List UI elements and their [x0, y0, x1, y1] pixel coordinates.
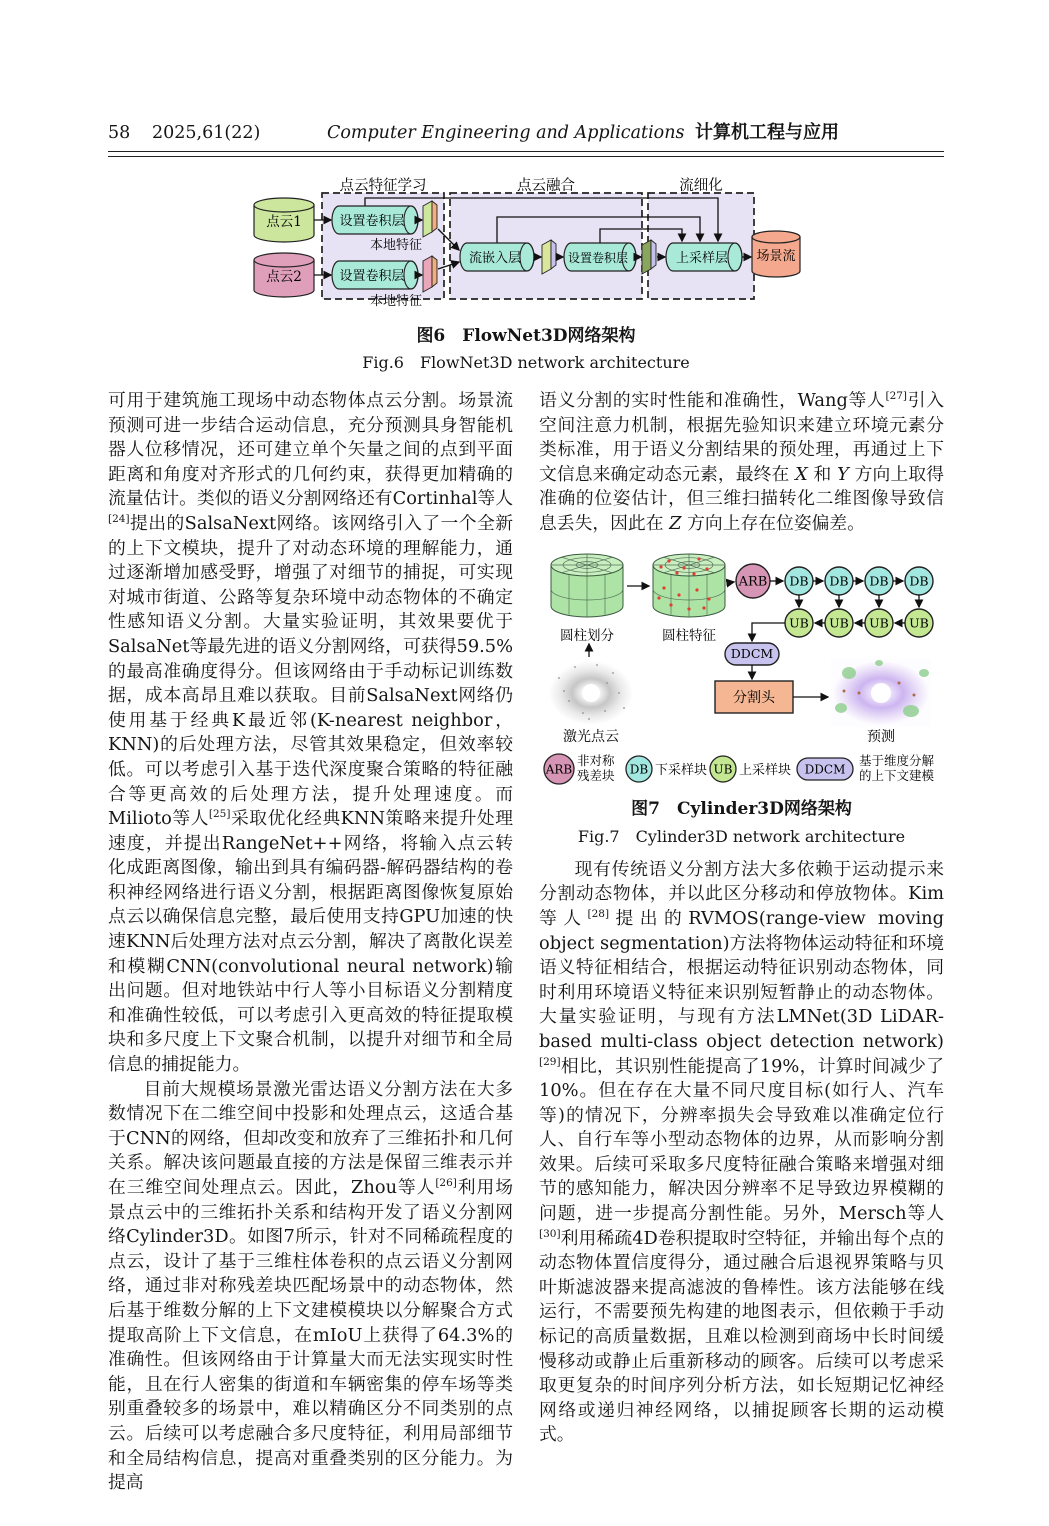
svg-text:UB: UB	[869, 615, 889, 631]
prediction-image	[831, 659, 931, 727]
laser-pointcloud-label: 激光点云	[563, 728, 619, 745]
journal-title-en: Computer Engineering and Applications	[326, 123, 685, 143]
svg-text:DDCM: DDCM	[804, 762, 846, 777]
fusion-plate	[542, 240, 551, 274]
figure6-caption-en: Fig.6 FlowNet3D network architecture	[362, 353, 690, 372]
refine-plate-side	[651, 240, 656, 269]
svg-text:DB: DB	[829, 573, 849, 589]
scene-flow-cylinder-top	[752, 231, 800, 243]
legend-ub-desc: 上采样块	[739, 762, 792, 778]
local-feature1-label: 本地特征	[369, 238, 423, 253]
section-label-fusion: 点云融合	[517, 178, 575, 194]
svg-text:ARB: ARB	[545, 762, 573, 777]
fusion-plate-side	[551, 240, 556, 269]
legend-ddcm-desc1: 基于维度分解	[859, 752, 935, 768]
upsample-label: 上采样层	[675, 251, 729, 266]
legend-arb-desc2: 残差块	[577, 767, 615, 783]
svg-text:UB: UB	[909, 615, 929, 631]
figure6-svg	[232, 177, 802, 311]
local-feature2-plate-side	[432, 256, 437, 287]
paragraph: 可用于建筑施工现场中动态物体点云分割。场景流预测可进一步结合运动信息，充分预测具身智能机器人位移情况，还可建立单个矢量之间的点到平面距离和角度对齐形式的几何约束，获得更加精确的流量估计。类似的语义分割网络还有Cortinhal等人[24]提出的SalsaNext网络。该网络引入了一个全新的上下文模块，提升了对动态环境的理解能力，通过逐渐增加感受野，增强了对细节的捕捉，可实现对城市街道、公路等复杂环境中动态物体的不确定性感知语义分割。大量实验证明，其效果要优于SalsaNet等最先进的语义分割网络，可获得59.5%的最高准确度得分。但该网络由于手动标记训练数据，成本高昂且难以获取。目前SalsaNext网络仍使用基于经典K最近邻(K-nearest neighbor，KNN)的后处理方法，尽管其效果稳定，但效率较低。可以考虑引入基于迭代深度聚合策略的特征融合等更高效的后处理方法，提升处理速度。而Milioto等人[25]采取优化经典KNN策略来提升处理速度，并提出RangeNet++网络，将输入点云转化成距离图像，输出到具有编码器-解码器结构的卷积神经网络进行语义分割，根据距离图像恢复原始点云以确保信息完整，最后使用支持GPU加速的快速KNN后处理方法对点云分割，解决了离散化误差和模糊CNN(convolutional neural network)输出问题。但对地铁站中行人等小目标语义分割精度和准确性较低，可以考虑引入更高效的特征提取模块和多尺度上下文聚合机制，以提升对细节和全局信息的捕捉能力。	[108, 390, 513, 1076]
paragraph: 现有传统语义分割方法大多依赖于运动提示来分割动态物体，并以此区分移动和停放物体。Kim等人[28]提出的RVMOS(range-view moving object segmentation)方法将物体运动特征和环境语义特征相结合，根据运动特征识别动态物体，同时利用环境语义特征来识别短暂静止的动态物体。大量实验证明，与现有方法LMNet(3D LiDAR-based multi-class object detection network)[29]相比，其识别性能提高了19%，计算时间减少了10%。但在存在大量不同尺度目标(如行人、汽车等)的情况下，分辨率损失会导致难以准确定位行人、自行车等小型动态物体的边界，从而影响分割效果。后续可采取多尺度特征融合策略来增强对细节的感知能力，解决因分辨率不足导致边界模糊的问题，进一步提高分割性能。另外，Mersch等人[30]利用稀疏4D卷积提取时空特征，并输出每个点的动态物体置信度得分，通过融合后退视界策略与贝叶斯滤波器来提高滤波的鲁棒性。该方法能够在线运行，不需要预先构建的地图表示，但依赖于手动标记的高质量数据，且难以检测到商场中长时间缓慢移动或静止后重新移动的顾客。后续可以考虑采取更复杂的时间序列分析方法，如长短期记忆神经网络或递归神经网络，以捕捉顾客长期的运动模式。	[539, 858, 944, 1446]
legend-arb-desc1: 非对称	[577, 752, 615, 768]
cylinder-partition-graphic	[551, 554, 623, 617]
section-label-feature-learning: 点云特征学习	[339, 178, 427, 194]
right-column-bottom-text	[539, 858, 944, 1448]
journal-title-zh: 计算机工程与应用	[695, 122, 840, 143]
page-header	[108, 118, 944, 144]
right-column	[539, 389, 944, 1496]
svg-text:DB: DB	[789, 573, 809, 589]
arb-node-label: ARB	[738, 574, 768, 590]
ddcm-node-label: DDCM	[730, 645, 774, 661]
figure6-caption	[108, 321, 944, 373]
section-label-refine: 流细化	[679, 178, 723, 194]
journal-title	[282, 118, 944, 144]
paragraph: 语义分割的实时性能和准确性，Wang等人[27]引入空间注意力机制，根据先验知识来建立环境元素分类标准，用于语义分割结果的预处理，再通过上下文信息来确定动态元素，最终在 X 和 Y 方向上取得准确的位姿估计，但三维扫描转化二维图像导致信息丢失，因此在 Z 方向上存在位姿偏差。	[539, 390, 944, 534]
legend-ddcm-desc2: 的上下文建模	[859, 767, 935, 783]
header-double-rule	[108, 151, 944, 157]
scene-flow-label: 场景流	[756, 249, 796, 264]
article-body	[108, 389, 944, 1496]
flow-embed-label: 流嵌入层	[468, 251, 522, 266]
figure7-legend	[544, 753, 935, 784]
page-number: 58	[108, 123, 131, 143]
svg-text:DB: DB	[869, 573, 889, 589]
legend-db-desc: 下采样块	[655, 762, 708, 778]
local-feature2-plate	[423, 256, 432, 292]
local-feature1-plate-side	[432, 201, 437, 232]
setconv3-label: 设置卷积层	[567, 251, 629, 265]
pointcloud1-label: 点云1	[266, 214, 302, 230]
refine-plate	[642, 240, 651, 274]
figure7-cylinder3d-diagram	[539, 543, 943, 797]
figure7-caption-zh: 图7 Cylinder3D网络架构	[631, 799, 852, 820]
issue-info: 2025,61(22)	[152, 123, 261, 143]
pointcloud2-label: 点云2	[266, 269, 302, 285]
pointcloud1-cylinder-top	[254, 198, 314, 212]
cylinder-feature-graphic	[653, 554, 725, 617]
setconv1-label: 设置卷积层	[339, 214, 405, 229]
local-feature1-plate	[423, 201, 432, 237]
svg-text:UB: UB	[829, 615, 849, 631]
setconv2-label: 设置卷积层	[339, 269, 405, 284]
figure7-caption	[539, 798, 944, 848]
pointcloud2-cylinder-top	[254, 253, 314, 267]
local-feature2-label: 本地特征	[369, 294, 423, 309]
svg-text:DB: DB	[909, 573, 929, 589]
cylinder-feature-label: 圆柱特征	[662, 627, 716, 644]
left-column	[108, 389, 513, 1496]
svg-text:DB: DB	[629, 762, 649, 777]
figure7-svg	[539, 543, 943, 789]
figure7-caption-en: Fig.7 Cylinder3D network architecture	[577, 826, 906, 846]
laser-pointcloud-image	[547, 659, 635, 727]
prediction-label: 预测	[867, 728, 895, 745]
right-column-top-text	[539, 389, 944, 537]
svg-text:UB: UB	[713, 762, 733, 777]
figure6-flownet3d-diagram	[232, 177, 802, 315]
cylinder-partition-label: 圆柱划分	[560, 627, 614, 644]
segmentation-head-label: 分割头	[733, 689, 775, 706]
paragraph: 目前大规模场景激光雷达语义分割方法在大多数情况下在二维空间中投影和处理点云，这适合基于CNN的网络，但却改变和放弃了三维拓扑和几何关系。解决该问题最直接的方法是保留三维表示并在三维空间处理点云。因此，Zhou等人[26]利用场景点云中的三维拓扑关系和结构开发了语义分割网络Cylinder3D。如图7所示，针对不同稀疏程度的点云，设计了基于三维柱体卷积的点云语义分割网络，通过非对称残差块匹配场景中的动态物体，然后基于维数分解的上下文建模模块以分解聚合方式提取高阶上下文信息，在mIoU上获得了64.3%的准确性。但该网络由于计算量大而无法实现实时性能，且在行人密集的街道和车辆密集的停车场等类别重叠较多的场景中，难以精确区分不同类别的点云。后续可以考虑融合多尺度特征，利用局部细节和全局结构信息，提高对重叠类别的区分能力。为提高	[108, 1078, 513, 1494]
figure6-caption-zh: 图6 FlowNet3D网络架构	[416, 326, 636, 346]
svg-text:UB: UB	[789, 615, 809, 631]
